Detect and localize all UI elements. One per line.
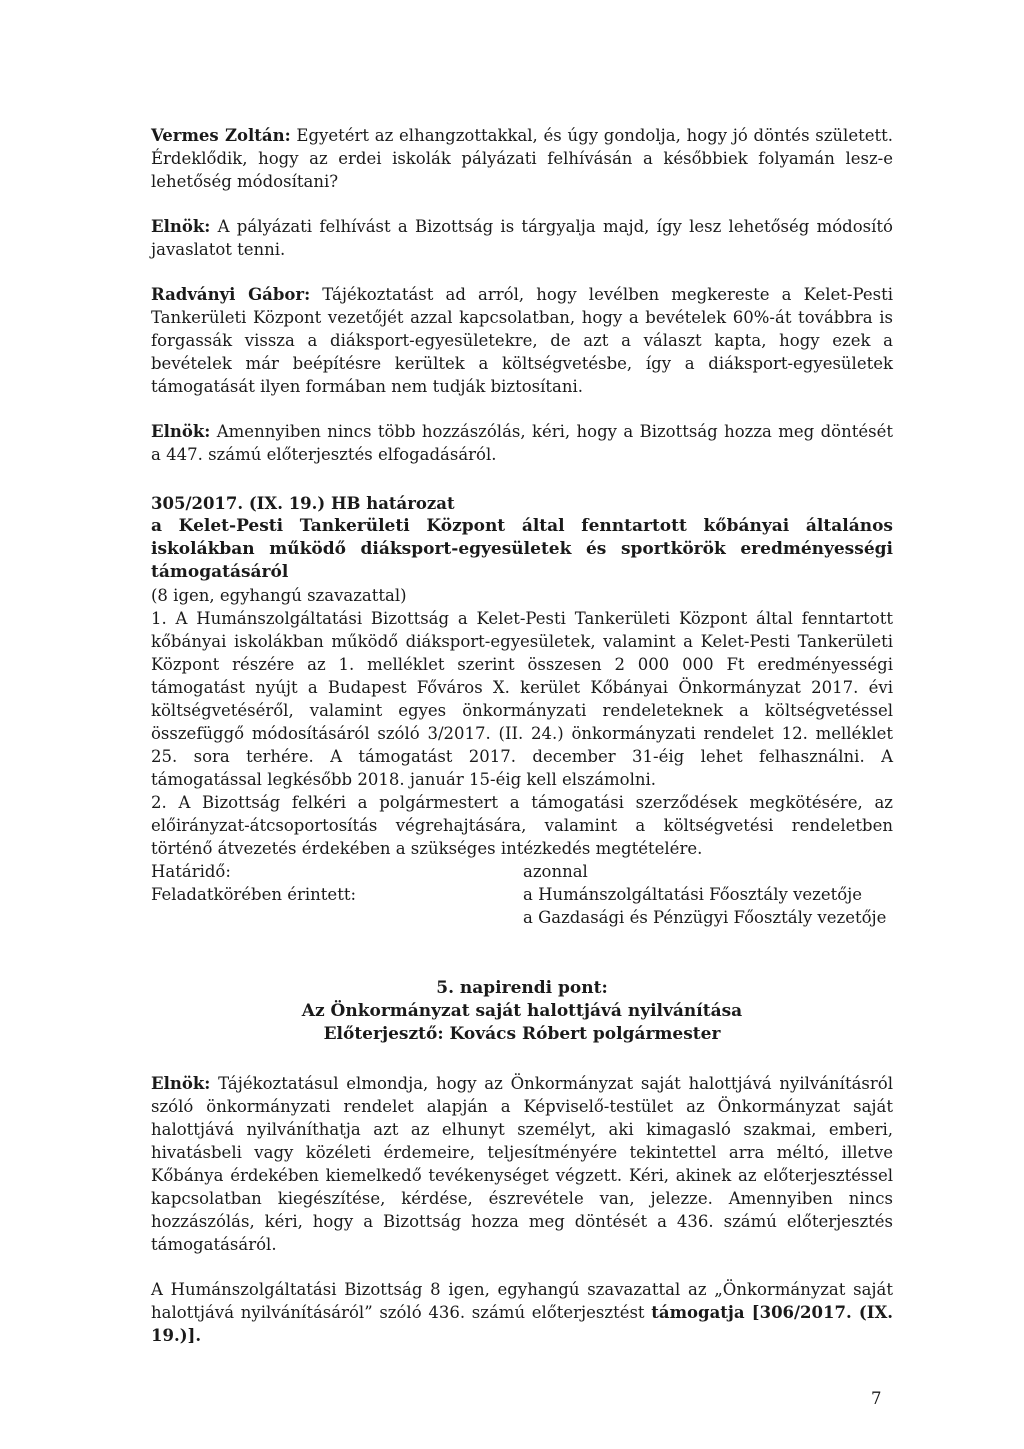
resolution-item-2: 2. A Bizottság felkéri a polgármestert a támogatási szerződések megkötésére, az előirányzat-átcsoportosítás végrehajtására, valamint a költségvetési rendeletben történő átvezetés érdekében a szükséges intézkedés megtételére. [151, 793, 893, 858]
paragraph-radvanyi [151, 283, 893, 398]
responsible-value-1: a Humánszolgáltatási Főosztály vezetője [523, 885, 863, 904]
paragraph-elnok-1 [151, 215, 893, 261]
speaker-name: Elnök: [151, 1074, 211, 1093]
agenda-title: Az Önkormányzat saját halottjává nyilvánítása [301, 1001, 743, 1021]
deadline-row [151, 860, 893, 883]
agenda-presenter: Előterjesztő: Kovács Róbert polgármester [323, 1024, 721, 1044]
agenda-number: 5. napirendi pont: [436, 978, 608, 998]
speaker-name: Radványi Gábor: [151, 285, 311, 304]
page-number: 7 [871, 1389, 882, 1408]
decision-bold: támogatja [306/2017. (IX. 19.)]. [151, 1303, 893, 1345]
deadline-value: azonnal [523, 862, 588, 881]
resolution-item-1: 1. A Humánszolgáltatási Bizottság a Kelet-Pesti Tankerületi Központ által fenntartott kőbányai iskolákban működő diáksport-egyesületek, valamint a Kelet-Pesti Tankerületi Központ részére az 1. melléklet szerint összesen 2 000 000 Ft eredményességi támogatást nyújt a Budapest Főváros X. kerület Kőbányai Önkormányzat 2017. évi költségvetéséről, valamint egyes önkormányzati rendeleteknek a költségvetéssel összefüggő módosításáról szóló 3/2017. (II. 24.) önkormányzati rendelet 12. melléklet 25. sora terhére. A támogatást 2017. december 31-éig lehet felhasználni. A támogatással legkésőbb 2018. január 15-éig kell elszámolni. [151, 609, 893, 789]
resolution-title: a Kelet-Pesti Tankerületi Központ által fenntartott kőbányai általános iskolákban működő diáksport-egyesületek és sportkörök eredményességi támogatásáról [151, 516, 893, 582]
document-body [151, 124, 893, 1347]
responsible-row-2 [151, 906, 893, 929]
responsible-label: Feladatkörében érintett: [151, 885, 357, 904]
speaker-name: Vermes Zoltán: [151, 126, 291, 145]
paragraph-decision [151, 1278, 893, 1347]
paragraph-text: Amennyiben nincs több hozzászólás, kéri, hogy a Bizottság hozza meg döntését a 447. számú előterjesztés elfogadásáról. [151, 422, 893, 464]
paragraph-elnok-3 [151, 1072, 893, 1256]
resolution-vote: (8 igen, egyhangú szavazattal) [151, 586, 407, 605]
paragraph-text: Egyetért az elhangzottakkal, és úgy gondolja, hogy jó döntés született. Érdeklődik, hogy az erdei iskolák pályázati felhívásán a későbbiek folyamán lesz-e lehetőség módosítani? [151, 126, 893, 191]
paragraph-text: A Humánszolgáltatási Bizottság 8 igen, egyhangú szavazattal az „Önkormányzat saját halottjává nyilvánításáról” szóló 436. számú előterjesztést [151, 1280, 893, 1322]
paragraph-text: A pályázati felhívást a Bizottság is tárgyalja majd, így lesz lehetőség módosító javaslatot tenni. [151, 217, 893, 259]
paragraph-text: Tájékoztatást ad arról, hogy levélben megkereste a Kelet-Pesti Tankerületi Központ vezetőjét azzal kapcsolatban, hogy a bevételek 60%-át továbbra is forgassák vissza a diáksport-egyesületekre, de azt a választ kapta, hogy ezek a bevételek már beépítésre kerültek a költségvetésbe, így a diáksport-egyesületek támogatását ilyen formában nem tudják biztosítani. [151, 285, 893, 396]
paragraph-text: Tájékoztatásul elmondja, hogy az Önkormányzat saját halottjává nyilvánításról szóló önkormányzati rendelet alapján a Képviselő-testület az Önkormányzat saját halottjává nyilváníthatja azt az elhunyt személyt, aki kimagasló szakmai, emberi, hivatásbeli vagy közéleti érdemeire, teljesítményére tekintettel arra méltó, illetve Kőbánya érdekében kiemelkedő tevékenységet végzett. Kéri, akinek az előterjesztéssel kapcsolatban kiegészítése, kérdése, észrevétele van, jelezze. Amennyiben nincs hozzászólás, kéri, hogy a Bizottság hozza meg döntését a 436. számú előterjesztés támogatásáról. [151, 1074, 893, 1254]
resolution-block [151, 492, 893, 929]
responsible-row [151, 883, 893, 906]
speaker-name: Elnök: [151, 217, 211, 236]
speaker-name: Elnök: [151, 422, 211, 441]
deadline-label: Határidő: [151, 862, 231, 881]
paragraph-vermes [151, 124, 893, 193]
resolution-number: 305/2017. (IX. 19.) HB határozat [151, 494, 455, 513]
responsible-value-2: a Gazdasági és Pénzügyi Főosztály vezetője [523, 908, 887, 927]
agenda-heading [151, 977, 893, 1046]
paragraph-elnok-2 [151, 420, 893, 466]
